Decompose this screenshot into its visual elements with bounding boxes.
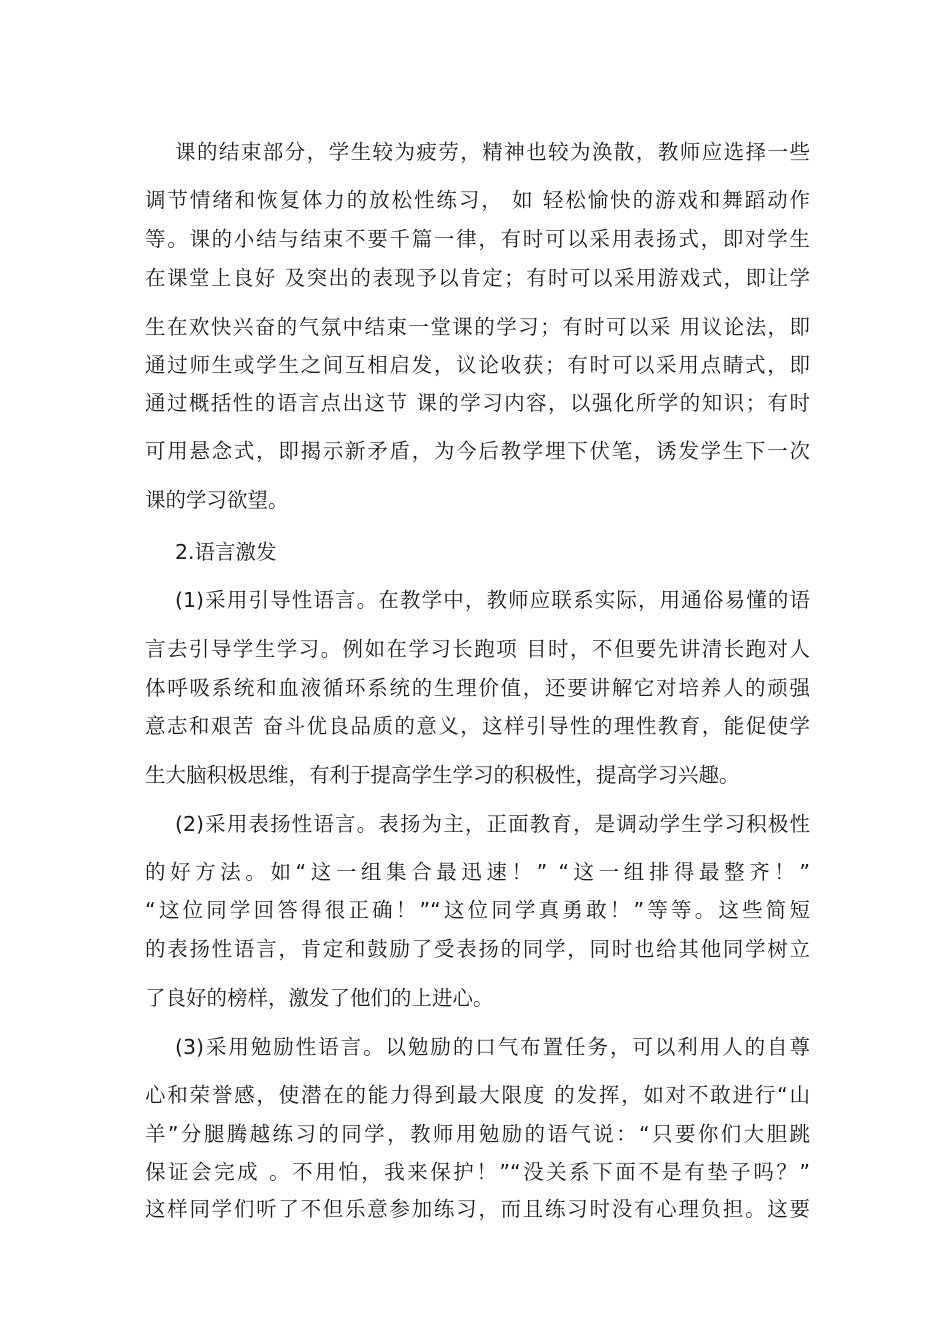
paragraph-line: 保证会完成 。不用怕，我来保护！”“没关系下面不是有垫子吗？”	[145, 1160, 810, 1184]
paragraph-line: 生大脑积极思维，有利于提高学生学习的积极性，提高学习兴趣。	[145, 763, 740, 787]
paragraph-line: (2)采用表扬性语言。表扬为主，正面教育，是调动学生学习积极性	[175, 812, 810, 836]
paragraph-line: 可用悬念式，即揭示新矛盾，为今后教学埋下伏笔，诱发学生下一次	[145, 439, 810, 463]
paragraph-line: 通过师生或学生之间互相启发，议论收获；有时可以采用点睛式，即	[145, 353, 810, 377]
paragraph-line: (3)采用勉励性语言。以勉励的口气布置任务，可以利用人的自尊	[175, 1035, 810, 1059]
paragraph-line: 课的学习欲望。	[145, 488, 289, 512]
paragraph-line: 等。课的小结与结束不要千篇一律，有时可以采用表扬式，即对学生	[145, 227, 810, 251]
paragraph-line: 心和荣誉感，使潜在的能力得到最大限度 的发挥，如对不敢进行“山	[145, 1083, 810, 1107]
paragraph-line: 在课堂上良好 及突出的表现予以肯定；有时可以采用游戏式，即让学	[145, 266, 810, 290]
paragraph-line: 言去引导学生学习。例如在学习长跑项 目时，不但要先讲清长跑对人	[145, 637, 810, 661]
paragraph-line: 羊”分腿腾越练习的同学，教师用勉励的语气说：“只要你们大胆跳	[145, 1122, 810, 1146]
paragraph-line: 生在欢快兴奋的气氛中结束一堂课的学习；有时可以采 用议论法，即	[145, 315, 810, 339]
paragraph-line: 的表扬性语言，肯定和鼓励了受表扬的同学，同时也给其他同学树立	[145, 937, 810, 961]
paragraph-line: “这位同学回答得很正确！”“这位同学真勇敢！”等等。这些简短	[145, 898, 810, 922]
paragraph-line: 通过概括性的语言点出这节 课的学习内容，以强化所学的知识；有时	[145, 391, 810, 415]
paragraph-line: 了良好的榜样，激发了他们的上进心。	[145, 986, 494, 1010]
paragraph-line: 意志和艰苦 奋斗优良品质的意义，这样引导性的理性教育，能促使学	[145, 714, 810, 738]
paragraph-line: (1)采用引导性语言。在教学中，教师应联系实际，用通俗易懂的语	[175, 588, 810, 612]
paragraph-line: 调节情绪和恢复体力的放松性练习， 如 轻松愉快的游戏和舞蹈动作	[145, 188, 810, 212]
paragraph-line: 的好方法。如“这一组集合最迅速！” “这一组排得最整齐！”	[145, 860, 810, 884]
section-heading: 2.语言激发	[175, 540, 277, 564]
paragraph-line: 体呼吸系统和血液循环系统的生理价值，还要讲解它对培养人的顽强	[145, 676, 810, 700]
paragraph-line: 这样同学们听了不但乐意参加练习，而且练习时没有心理负担。这要	[145, 1197, 810, 1221]
paragraph-line: 课的结束部分，学生较为疲劳，精神也较为涣散，教师应选择一些	[175, 140, 810, 164]
